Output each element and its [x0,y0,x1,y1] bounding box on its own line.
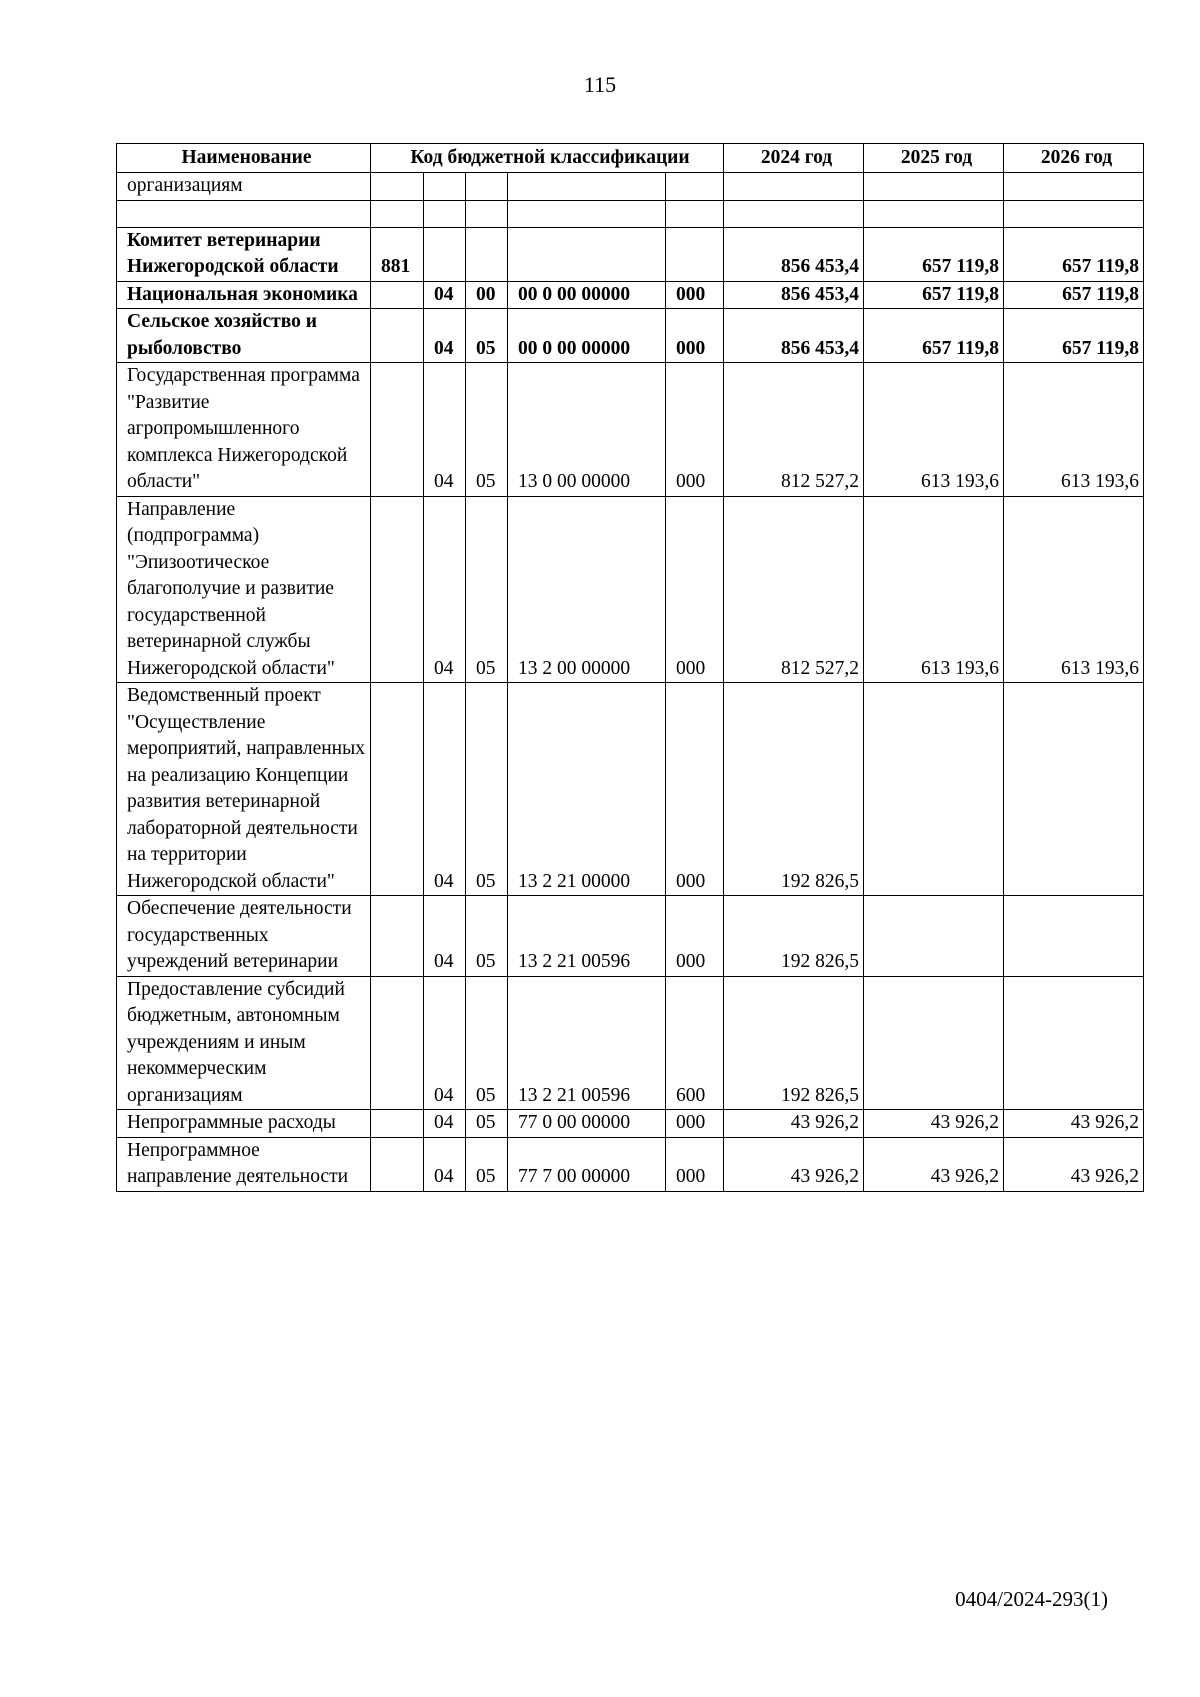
table-row [117,363,1144,497]
cell-c4: 13 2 21 00596 [508,976,666,1110]
document-number: 0404/2024-293(1) [955,1587,1108,1611]
cell-v2025: 43 926,2 [864,1137,1004,1191]
cell-v2025: 613 193,6 [864,496,1004,683]
cell-v2026 [1004,200,1144,227]
cell-name: Национальная экономика [117,281,371,309]
cell-c2 [424,227,466,281]
cell-c2: 04 [424,1137,466,1191]
cell-c2: 04 [424,281,466,309]
cell-c1 [371,896,424,977]
cell-v2026: 43 926,2 [1004,1110,1144,1138]
cell-v2026: 657 119,8 [1004,227,1144,281]
cell-c3: 05 [466,1110,508,1138]
header-2025: 2025 год [864,144,1004,173]
cell-v2025: 657 119,8 [864,227,1004,281]
cell-c3 [466,227,508,281]
cell-c1 [371,1110,424,1138]
cell-v2024: 856 453,4 [724,227,864,281]
cell-c4: 00 0 00 00000 [508,281,666,309]
cell-c4 [508,173,666,201]
cell-c5: 000 [666,1137,724,1191]
page-number: 115 [583,72,617,97]
cell-v2026 [1004,683,1144,896]
cell-c5 [666,227,724,281]
cell-c3 [466,200,508,227]
cell-c4: 13 2 21 00000 [508,683,666,896]
cell-v2024: 192 826,5 [724,683,864,896]
cell-c5 [666,200,724,227]
cell-name: Обеспечение деятельности государственных учреждений ветеринарии [117,896,371,977]
cell-c4: 77 0 00 00000 [508,1110,666,1138]
cell-c1 [371,281,424,309]
cell-c2: 04 [424,363,466,497]
cell-v2024 [724,200,864,227]
cell-v2026 [1004,173,1144,201]
cell-v2024: 812 527,2 [724,496,864,683]
cell-c3: 05 [466,976,508,1110]
cell-name: Сельское хозяйство и рыболовство [117,309,371,363]
cell-c1 [371,1137,424,1191]
cell-v2026: 43 926,2 [1004,1137,1144,1191]
budget-table [116,143,1144,1192]
cell-c4: 13 2 21 00596 [508,896,666,977]
cell-name: Ведомственный проект "Осуществление мероприятий, направленных на реализацию Концепции развития ветеринарной лабораторной деятельности на территории Нижегородской области" [117,683,371,896]
table-row [117,227,1144,281]
cell-c5: 000 [666,363,724,497]
cell-name: Государственная программа "Развитие агропромышленного комплекса Нижегородской области" [117,363,371,497]
cell-c1: 881 [371,227,424,281]
cell-c4: 13 0 00 00000 [508,363,666,497]
cell-c4: 77 7 00 00000 [508,1137,666,1191]
cell-c2 [424,173,466,201]
cell-v2025: 657 119,8 [864,281,1004,309]
cell-v2024 [724,173,864,201]
table-row [117,1110,1144,1138]
cell-c2: 04 [424,683,466,896]
cell-v2025 [864,173,1004,201]
cell-v2024: 812 527,2 [724,363,864,497]
cell-name: Непрограммные расходы [117,1110,371,1138]
cell-v2025: 657 119,8 [864,309,1004,363]
cell-v2025 [864,683,1004,896]
cell-c2: 04 [424,976,466,1110]
cell-c4: 00 0 00 00000 [508,309,666,363]
cell-c5: 000 [666,281,724,309]
cell-c4 [508,227,666,281]
cell-v2024: 43 926,2 [724,1110,864,1138]
cell-c3: 05 [466,1137,508,1191]
table-row [117,281,1144,309]
cell-c1 [371,173,424,201]
cell-v2025: 43 926,2 [864,1110,1004,1138]
cell-c3 [466,173,508,201]
cell-c5: 000 [666,496,724,683]
cell-c1 [371,976,424,1110]
table-row [117,309,1144,363]
cell-c3: 05 [466,363,508,497]
cell-v2026: 657 119,8 [1004,309,1144,363]
cell-v2025: 613 193,6 [864,363,1004,497]
cell-c4 [508,200,666,227]
cell-name: организациям [117,173,371,201]
cell-name: Предоставление субсидий бюджетным, автономным учреждениям и иным некоммерческим организациям [117,976,371,1110]
cell-c3: 00 [466,281,508,309]
cell-c2: 04 [424,1110,466,1138]
cell-c4: 13 2 00 00000 [508,496,666,683]
cell-c5: 000 [666,309,724,363]
table-row [117,496,1144,683]
cell-name: Комитет ветеринарии Нижегородской области [117,227,371,281]
cell-c2: 04 [424,896,466,977]
cell-c3: 05 [466,683,508,896]
cell-v2026 [1004,976,1144,1110]
cell-c1 [371,309,424,363]
cell-c5: 000 [666,683,724,896]
cell-v2025 [864,976,1004,1110]
table-row [117,976,1144,1110]
cell-c1 [371,683,424,896]
cell-c3: 05 [466,896,508,977]
cell-name [117,200,371,227]
cell-c3: 05 [466,496,508,683]
table-row [117,1137,1144,1191]
table-row [117,683,1144,896]
cell-c1 [371,496,424,683]
table-row [117,200,1144,227]
cell-v2024: 192 826,5 [724,976,864,1110]
header-2024: 2024 год [724,144,864,173]
header-name: Наименование [117,144,371,173]
cell-c2: 04 [424,496,466,683]
cell-v2026 [1004,896,1144,977]
cell-name: Непрограммное направление деятельности [117,1137,371,1191]
table-row [117,896,1144,977]
table-header-row [117,144,1144,173]
cell-v2026: 613 193,6 [1004,496,1144,683]
header-code: Код бюджетной классификации [371,144,724,173]
cell-v2024: 43 926,2 [724,1137,864,1191]
cell-c3: 05 [466,309,508,363]
cell-c5: 000 [666,1110,724,1138]
cell-v2026: 657 119,8 [1004,281,1144,309]
header-2026: 2026 год [1004,144,1144,173]
cell-name: Направление (подпрограмма) "Эпизоотическое благополучие и развитие государственной ветеринарной службы Нижегородской области" [117,496,371,683]
cell-c5: 600 [666,976,724,1110]
cell-v2026: 613 193,6 [1004,363,1144,497]
cell-v2024: 856 453,4 [724,309,864,363]
cell-c5 [666,173,724,201]
cell-v2024: 192 826,5 [724,896,864,977]
cell-c1 [371,200,424,227]
cell-c1 [371,363,424,497]
cell-c2: 04 [424,309,466,363]
cell-v2025 [864,200,1004,227]
cell-c2 [424,200,466,227]
cell-c5: 000 [666,896,724,977]
cell-v2024: 856 453,4 [724,281,864,309]
table-row [117,173,1144,201]
cell-v2025 [864,896,1004,977]
